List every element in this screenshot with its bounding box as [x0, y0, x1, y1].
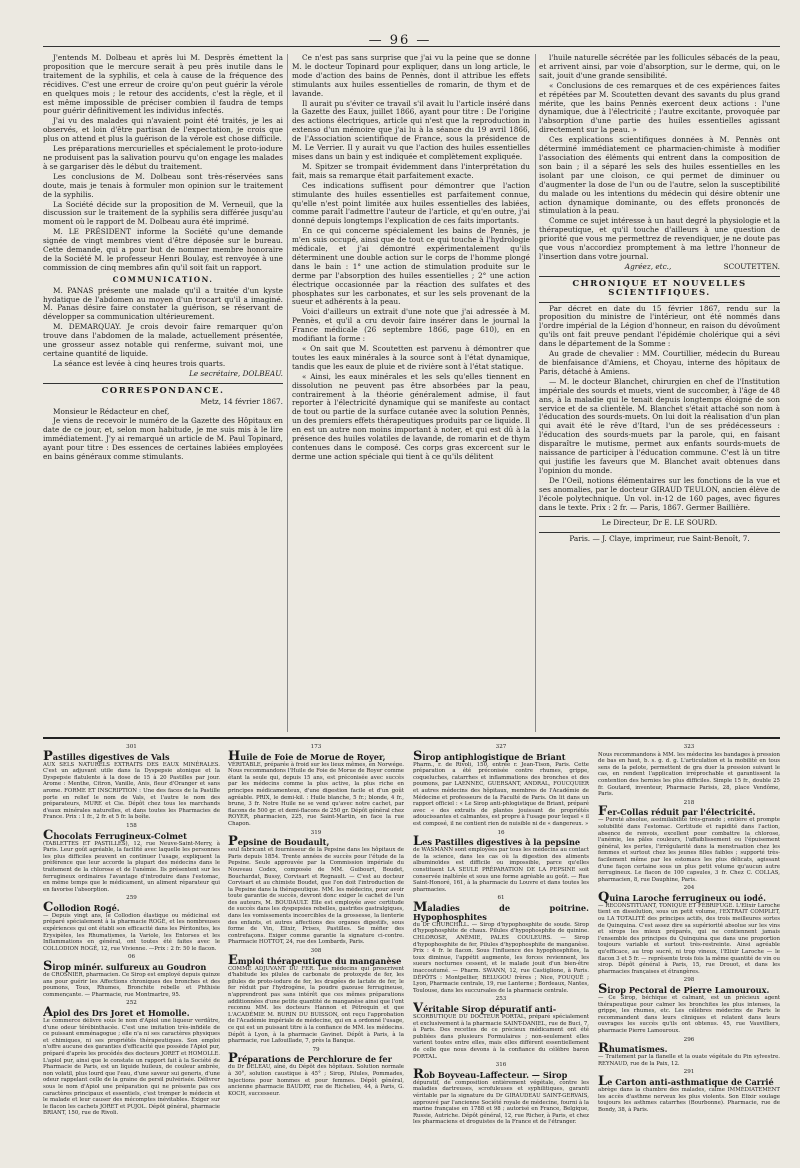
advertisement [413, 830, 589, 894]
printer-line: Paris. — J. Claye, imprimeur, rue Saint-Benoît, 7. [569, 534, 750, 544]
letter-closing [539, 263, 780, 272]
ad-title [413, 748, 589, 764]
paragraph: M. LE PRÉSIDENT informe la Société qu'une demande signée de vingt membres vient d'être déposée sur le bureau. Cette demande, qui a pour but de nommer membre honoraire de la Société M. le professeur Henri Boulay, est renvoyée à une commission de cinq membres afin qu'il soit fait un rapport. [43, 227, 283, 272]
ad-title [598, 804, 780, 820]
ad-title [43, 899, 220, 915]
ads-column-4 [598, 744, 780, 1164]
ads-column-2 [228, 744, 404, 1164]
advertisement [413, 744, 589, 828]
ad-title-text: réparations de Perchlorure de fer [237, 1054, 392, 1065]
ad-title [228, 748, 404, 764]
ads-column-1 [43, 744, 220, 1164]
advertisement [43, 1000, 220, 1117]
paragraph: M. DEMARQUAY. Je crois devoir faire remarquer qu'on trouve dans l'abdomen de la malade, actuellement présentée, une grosseur assez notable qui renferme, suivant moi, une certaine quantité de liquide. [43, 322, 283, 358]
advertisement [43, 744, 220, 821]
ad-title-text: uile de Foie de Morue de Royer, [240, 751, 386, 762]
paragraph: Je viens de recevoir le numéro de la Gazette des Hôpitaux en date de ce jour, et, selon mon habitude, je me suis mis à le lire immédiatement. J'y ai remarqué un article de M. Paul Topinard, ayant pour titre : Des essences de certaines labiées employées en bains généraux comme stimulants. [43, 416, 283, 462]
section-rule [43, 383, 283, 384]
paragraph: Ce n'est pas sans surprise que j'ai vu la peine que se donne M. le docteur Topinard pour expliquer, dans un long article, le mode d'action des bains de Pennès, dont il attribue les effets stimulants aux huiles essentielles de romarin, de thym et de lavande. [292, 54, 530, 98]
ad-title-initial: L [598, 1073, 608, 1089]
ad-title-initial: M [413, 899, 428, 915]
ad-body: — Depuis vingt ans, le Collodion élastique ou médicinal est préparé spécialement à la pharmacie ROGÉ, et les nombreuses expériences qui ont établi son efficacité dans les Péritonites, les Erysipèles, les Rhumatismes, la Variole, les Entorses et les Inflammations en général, ont toutes été faites avec le COLLODION ROGÉ, 12, rue Vivienne. —Prix : 2 fr. 50 le flacon. [43, 912, 220, 952]
ad-title-text: er-Collas réduit par l'électricité. [607, 807, 756, 818]
ad-title-initial: R [598, 1041, 609, 1057]
closing-formula: Agréez, etc., [624, 261, 672, 271]
section-rule [539, 532, 780, 533]
ads-divider [43, 737, 780, 739]
closing-signature: SCOUTETTEN. [723, 261, 780, 271]
ad-title-initial: P [43, 748, 53, 764]
paragraph: La Société décide sur la proposition de M. Verneuil, que la discussion sur le traitement de la syphilis sera différée jusqu'au moment où le rapport de M. Dolbeau aura été imprimé. [43, 199, 283, 227]
ad-number: 252 [126, 1000, 137, 1007]
director-line: Le Directeur, Dr E. LE SOURD. [601, 518, 718, 528]
paragraph: Ces explications scientifiques données à M. Pennès ont déterminé immédiatement ce pharmacien-chimiste à modifier l'association des éléments qui entrent dans la composition de son bain ; il a séparé les sels des huiles essentielles en les isolant par une cloison, ce qui permet de diminuer ou d'augmenter la dose de l'un ou de l'autre, selon la susceptibilité du malade ou les intentions du médecin qui désire obtenir une action dynamique dominante, ou des effets prononcés de stimulation à la peau. [539, 135, 780, 216]
advertisement [228, 744, 404, 828]
advertisement [228, 1047, 404, 1098]
paragraph: Il aurait pu s'éviter ce travail s'il avait lu l'article inséré dans la Gazette des Eaux, juillet 1866, ayant pour titre : De l'origine des actions électriques, article qui n'est que la reproduction in extenso d'un mémoire que j'ai lu à la séance du 19 avril 1866, de l'Association scientifique de France, sous la présidence de M. Le Verrier. Il y aurait vu que l'action des huiles essentielles mises dans un bain y est indiquée et complètement expliquée. [292, 98, 530, 161]
ad-title-text: aladies de poitrine. Hypophosphites [413, 902, 589, 922]
ad-title [598, 889, 780, 905]
advertisement [598, 977, 780, 1034]
ad-number: 316 [495, 1062, 507, 1069]
ad-title [43, 748, 220, 764]
ad-title [228, 1051, 404, 1067]
ad-title-initial: E [228, 952, 238, 968]
ad-number: 308 [310, 948, 322, 955]
ad-number: 327 [495, 744, 507, 750]
advertisement [228, 830, 404, 947]
advertisement [598, 1069, 780, 1113]
ad-title [43, 1005, 220, 1020]
article-column-2 [292, 54, 530, 734]
advertisement [413, 1062, 589, 1126]
letter-paragraphs [43, 417, 283, 462]
ad-title-text: irop minér. sulfureux au Goudron [52, 962, 207, 973]
ad-number: 319 [310, 829, 322, 836]
article-column-3 [539, 54, 780, 734]
paragraph: M. PANAS présente une malade qu'il a traitée d'un kyste hydatique de l'abdomen au moyen d'un trocart qu'il a imaginé. M. Panas désire faire constater la guérison, se réservant de développer sa communication ultérieurement. [43, 285, 283, 322]
ad-title-text: es Pastilles digestives à la pepsine [422, 837, 581, 848]
ad-body: — RECONSTITUANT, TONIQUE ET FÉBRIFUGE. L'Elixir Laroche tient en dissolution, sous un petit volume, l'EXTRAIT COMPLET, ou LA TOTALITÉ des principes actifs, des trois meilleures sortes de Quinquina. C'est assez dire sa supériorité absolue sur les vins et sirops les mieux préparés, qui ne contiennent jamais l'ensemble des principes du Quinquina que dans une proportion toujours variable et surtout très-restreinte. Ainsi agréable qu'efficace, au trop sucré, ni trop vineux, l'Elixir Laroche — le flacon 3 et 5 fr. — représente trois fois la même quantité de vin ou sirop. Dépôt général à Paris, 15, rue Drouot, et dans les pharmacies françaises et étrangères. [598, 902, 780, 975]
header-rule [43, 46, 780, 47]
advertisement [598, 885, 780, 975]
ad-body: Nous recommandons à MM. les médecins les bandages à pression de bas en haut, b. s. g. d. g. L'articulation et la mobilité en tous sens de la pelote, permettent de gra duer la pression suivant le cas, en rendent l'application irréprochable et garantissent la contention des hernies les plus difficiles. Simple 15 fr., double 25 fr. Goutard, inventeur, Pharmacie Parisis, 28, place Vendôme, Paris. [598, 751, 780, 798]
column-divider [535, 54, 536, 732]
ad-title [413, 834, 589, 850]
paragraph: « On sait que M. Scoutetten est parvenu à démontrer que toutes les eaux minérales à la source sont à l'état dynamique, tandis que les eaux de pluie et de rivière sont à l'état statique. [292, 344, 530, 371]
paragraph: J'entends M. Dolbeau et après lui M. Desprès émettent la proposition que le mercure serait à peu près inutile dans le traitement de la syphilis, et cela à cause de la fréquence des récidives. C'est une erreur de croire qu'on peut guérir la vérole en quelques mois ; le retour des accidents, c'est la règle, et il est même impossible de préciser combien il faudra de temps pour guérir définitivement les individus infectés. [43, 54, 283, 116]
ad-body: — Ce Sirop, béchique et calmant, est un précieux agent thérapeutique pour calmer les bronchites les plus intenses, la grippe, les rhumes, etc. Les célèbres médecins de Paris le recommandent dans leurs cliniques et relatent dans leurs ouvrages les succès qu'ils ont obtenus. 45, rue Vauvilliers, pharmacie Pierre Lamouroux. [598, 995, 780, 1034]
paragraph: — M. le docteur Blanchet, chirurgien en chef de l'Institution impériale des sourds et muets, vient de succomber, à l'âge de 48 ans, à la maladie qui le tenait depuis longtemps éloigné de son service et de sa clientèle. M. Blanchet s'était attaché son nom à l'éducation des sourds-muets. On lui doit la réalisation d'un plan qui avait été le rêve d'Itard, l'un de ses prédécesseurs : l'éducation des sourds-muets par la parole, qui, en faisant disparaître le mutisme, permet aux enfants sourds-muets de naissance de participer à l'éducation commune. C'est là un titre qui justifie les faveurs que M. Blanchet avait obtenues dans l'opinion du monde. [539, 376, 780, 475]
ad-title [413, 899, 589, 922]
letter-place-date: Metz, 14 février 1867. [200, 396, 283, 406]
paragraph: J'ai vu des malades qui n'avaient point été traités, je les ai observés, et loin d'être partisan de l'expectation, je crois que plus on attend et plus la guérison de la vérole est chose difficile. [43, 116, 283, 144]
ad-body: Le commerce délivre sous le nom d'Apiol une liqueur verdâtre, d'une odeur térébinthacée. C'est une imitation très-infidèle de ce puissant emménagogue ; elle n'a ni ses caractères physiques et chimiques, ni ses propriétés thérapeutiques. Son emploi n'offre aucune des garanties d'efficacité que possède l'Apiol pur, préparé d'après les procédés des docteurs JORET et HOMOLLE. L'apiol pur, ainsi que le constate un rapport fait à la Société de Pharmacie de Paris, est un liquide huileux, de couleur ambrée, non volatil, plus lourd que l'eau, d'une saveur sui generis, d'une odeur rappelant celle de la graine de persil pulvérisée. Délivrer sous le nom d'Apiol une préparation qui ne présente pas ces caractères principaux et essentiels, c'est tromper le médecin et le malade et leur causer des mécomptes inévitables. Exiger sur le flacon les cachets JORET et PUJOL. Dépôt général, pharmacie BRIANT, 150, rue de Rivoli. [43, 1018, 220, 1117]
ad-title-text: mploi thérapeutique du manganèse [237, 955, 402, 966]
ad-body: dépuratif, de composition entièrement végétale, contre les maladies dartreuses, scrofuleuses et syphilitiques, garanti véritable par la signature du Dr GIRAUDEAU SAINT-GERVAIS, approuvé par l'ancienne Société royale de médecine, fourni à la marine française en 1788 et 98 ; autorisé en France, Belgique, Russie, Autriche. Dépôt général, 12, rue Richer, à Paris, et chez les pharmaciens et droguistes de la France et de l'étranger. [413, 1079, 589, 1126]
ad-body: SCORBUTIQUE DU DOCTEUR PORTAL, préparé spécialement et exclusivement à la pharmacie SAINT-DANIEL, rue de Buci, 7, à Paris. Des recettes de ce précieux médicament ont été publiées dans plusieurs Formulaires ; non-seulement elles varient toutes entre elles, mais elles diffèrent essentiellement de celle que nous devons à la confiance du célèbre baron PORTAL. [413, 1014, 589, 1060]
paragraph: Les préparations mercurielles et spécialement le proto-iodure ne produisent pas la salivation pourvu qu'on engage les malades à se gargariser dès le début du traitement. [43, 144, 283, 171]
ad-title-text: uina Laroche ferrugineux ou iodé. [609, 892, 766, 903]
section-rule [539, 516, 780, 517]
article-paragraphs [43, 54, 283, 273]
advertisement [228, 948, 404, 1045]
paragraph: M. Spitzer se trompait évidemment dans l'interprétation du fait, mais sa remarque était parfaitement exacte. [292, 161, 530, 180]
paragraph: l'huile naturelle sécrétée par les follicules sébacés de la peau, et arrivent ainsi, par voie d'absorption, sur le derme, qui, on le sait, jouit d'une grande sensibilité. [539, 54, 780, 80]
ad-number: 298 [683, 977, 695, 984]
advertisement [43, 895, 220, 952]
page-number: — 96 — [368, 33, 432, 48]
ad-title [228, 834, 404, 850]
ad-title-text: hocolats Ferrugineux-Colmet [53, 830, 187, 841]
advertisement [413, 895, 589, 994]
ad-title-initial: L [413, 834, 423, 850]
ad-title-initial: S [43, 959, 53, 975]
ad-title [598, 982, 780, 997]
ad-title-initial: C [43, 899, 54, 915]
ad-title [43, 827, 220, 843]
ad-title-initial: F [598, 804, 608, 820]
ad-number: 218 [683, 799, 695, 806]
ad-title-text: epsine de Boudault, [237, 837, 330, 848]
ad-body: — Pureté absolue, assimilabilité très-grande ; entière et prompte solubilité dans l'estomac. Certitude et rapidité dans l'action, absence de renvois, excellent pour combattre la chlorose, l'anémie, les pâles couleurs, l'affaiblissement ou l'épuisement général, les pertes, l'irrégularité dans la menstruation chez les femmes et surtout chez les jeunes filles faibles ; supporté très-facilement même par les estomacs les plus délicats, agissant d'une façon certaine sous un plus petit volume qu'aucun autre ferrugineux. Le flacon de 100 capsules, 3 fr. Chez C. COLLAS, pharmacien, 8, rue Dauphine, Paris. [598, 817, 780, 883]
ad-title-initial: R [413, 1066, 424, 1082]
section-rule [539, 302, 780, 303]
ad-title-initial: S [598, 982, 608, 997]
letter-salutation: Monsieur le Rédacteur en chef, [53, 406, 170, 416]
paragraph: « Ainsi, les eaux minérales et les sels qu'elles tiennent en dissolution ne peuvent pas être absorbées par la peau, contrairement à la théorie généralement admise, il faut reporter à l'électricité dynamique qui se manifeste au contact de tout ou partie de la surface cutanée avec la solution Pennès, un des premiers effets thérapeutiques produits par ce liquide. Il en est un autre non moins important à noter, et qui est dû à la présence des huiles volatiles de lavande, de romarin et de thym contenues dans le composé. Ces corps gras excercent sur le derme une action spéciale qui tient à ce qu'ils délitent [292, 371, 530, 461]
article-column-1 [43, 54, 283, 734]
ad-number: 204 [683, 885, 695, 892]
correspondence-heading: CORRESPONDANCE. [101, 385, 225, 396]
ad-title-initial: C [43, 827, 54, 843]
ad-body: de CROSNIER, pharmacien. Ce Sirop est employé depuis quinze ans pour guérir les Affections chroniques des bronches et des poumons, Toux, Rhumes, Bronchite rebelle et Phthisie commençante. — Pharmacie, rue Montmartre, 95. [43, 972, 220, 998]
advertisement [413, 996, 589, 1060]
ad-title-initial: A [43, 1005, 54, 1020]
paragraph: Ces indications suffisent pour démontrer que l'action stimulante des huiles essentielles est parfaitement connue, qu'elle n'est point limitée aux huiles essentielles des labiées, comme paraît l'admettre l'auteur de l'article, et qu'en outre, j'ai donné depuis longtemps l'explication de ces faits importants. [292, 180, 530, 226]
ad-body: AUX SELS NATURELS EXTRAITS DES EAUX MINÉRALES. C'est un adjuvant utile dans la Dyspepsie atonique et la Dyspepsie flatulente à la dose de 15 à 20 Pastilles par jour. Arome : Menthe, Citron, Vanille, Anis, fleur d'Oranger et sans arome. FORME ET INSCRIPTION : Une des faces de la Pastille porte en relief le nom de Vals, et l'autre le nom des préparateurs, MURE et Cie. Dépôt chez tous les marchands d'eaux minérales naturelles, et dans toutes les Pharmacies de France. Prix : 1 fr., 2 fr. et 5 fr. la boîte. [43, 761, 220, 821]
ad-body: seul fabricant et fournisseur de la Pepsine dans les hôpitaux de Paris depuis 1854. Trente années de succès pour l'étude de la Pepsine. Seule approuvée par la Commission impériale du Nouveau Codex, composée de MM. Guibourt, Boudet, Bouchardat, Bussy, Corvisart et Regnault. — C'est au docteur Corvisart et au chimiste Boudet, que l'on doit l'introduction de la Pepsine dans la thérapeutique. MM. les médecins, pour avoir toute garantie de succès, devront donc exiger le cachet de l'un des auteurs, M. BOUDAULT. Elle est employée avec certitude de succès dans les dyspepsies rebelles, gastrites gastralgiques, dans les vomissements incoercibles de la grossesse, la lienterie des enfants, et autres affections des organes digestifs, sous forme de Vin, Elixir, Prises, Pastilles. Se méfier des contrefaçons. Exiger comme garantie la signature ci-contre. Pharmacie HOTTOT, 24, rue des Lombards, Paris. [228, 847, 404, 946]
paragraph: Par décret en date du 15 février 1867, rendu sur la proposition du ministre de l'intérieur, ont été nommés dans l'ordre impérial de la Légion d'honneur, en raison du dévoûment qu'ils ont fait preuve pendant l'épidémie cholérique qui a sévi dans le département de la Somme : [539, 303, 780, 349]
ad-title [413, 1001, 589, 1016]
column-divider [287, 54, 288, 732]
ad-number: 296 [683, 1036, 695, 1043]
ad-title-initial: H [228, 748, 241, 764]
ad-body: du Dr DELEAU, aîné, du Dépôt des hôpitaux. Solution normale à 30°, solution caustique à 45° ; Sirop, Pilules, Pommades, Injections pour hommes et pour femmes. Dépôt général, ancienne pharmacie BAUDRY, rue de Richelieu, 44, à Paris, G. KOCH, successeur. [228, 1064, 404, 1097]
secretary-signature: Le secrétaire, DOLBEAU. [189, 368, 283, 378]
ad-number: 06 [127, 954, 136, 961]
ad-number: 253 [495, 996, 507, 1003]
chronicle-heading: CHRONIQUE ET NOUVELLES SCIENTIFIQUES. [572, 278, 747, 298]
ad-number: 173 [310, 744, 322, 750]
paragraph: Comme ce sujet intéresse à un haut degré la physiologie et la thérapeutique, et qu'il touche d'ailleurs à une question de priorité que vous me permettrez de revendiquer, je ne doute pas que vous n'accordiez promptement à ma lettre l'honneur de l'insertion dans votre journal. [539, 216, 780, 261]
ad-title-initial: P [228, 834, 238, 850]
communication-heading: COMMUNICATION. [112, 274, 214, 284]
advertisement [598, 1037, 780, 1068]
ad-number: 79 [312, 1046, 320, 1053]
ad-title-text: piol des Drs Joret et Homolle. [53, 1008, 190, 1018]
ad-body: COMME ADJUVANT DU FER. Les médecins qui prescrivent d'habitude les pilules de carbonate de protoxyde de fer, les pilules de proto-iodure de fer, les dragées de lactate de fer, le fer réduit par l'hydrogène, la poudre gazeuse ferrugineuse, n'apprendront pas sans intérêt que ces mêmes préparations additionnées d'une petite quantité de manganèse ainsi que l'ont reconnu MM. les docteurs Hannon et Pétrequin et que L'ACADÉMIE M. BURIN DU BUISSON, ont reçu l'approbation de l'Académie impériale de médecine, qui en a ordonné l'usage, ce qui est un puissant titre à la confiance de MM. les médecins. Dépôt à Lyon, à la pharmacie Gavinet. Dépôt à Paris, à la pharmacie, rue Lafouillade, 7, près la Banque. [228, 965, 404, 1045]
ad-number: 61 [497, 895, 505, 902]
ad-title-text: irop antiphlogistique de Briant [422, 751, 566, 762]
article-paragraphs [292, 54, 530, 462]
ad-number: 291 [683, 1069, 695, 1076]
ad-number: 323 [683, 744, 695, 750]
paragraph: De l'Oeil, notions élémentaires sur les fonctions de la vue et ses anomalies, par le docteur GIRAUD TEULON, ancien élève de l'école polytechnique. Un vol. in-12 de 160 pages, avec figures dans le texte. Prix : 2 fr. — Paris, 1867. Germer Baillière. [539, 475, 780, 512]
advertisement [43, 823, 220, 893]
ad-title [43, 959, 220, 975]
paragraph: En ce qui concerne spécialement les bains de Pennès, je m'en suis occupé, ainsi que de tout ce qui touche à l'hydrologie médicale, et j'ai démontré expérimentalement qu'ils déterminent une double action sur le corps de l'homme plongé dans le bain : 1° une action de stimulation produite sur le derme par l'absorption des huiles essentielles ; 2° une action électrique occasionnée par la réaction des sulfates et des phosphates sur les carbonates, et sur les sels provenant de la sueur et adhérents à la peau. [292, 226, 530, 307]
ad-title [228, 952, 404, 968]
ad-title-text: irop Pectoral de Pierre Lamouroux. [607, 985, 770, 995]
ad-title [598, 1041, 780, 1057]
ad-title-text: astilles digestives de Vals [52, 751, 170, 762]
advertisement [598, 800, 780, 884]
article-paragraphs [539, 54, 780, 262]
ad-title-text: ob Boyveau-Laffecteur. — Sirop [423, 1069, 568, 1080]
ad-title [413, 1066, 589, 1082]
ad-body: — Traitement par la flanelle et la ouate végétale du Pin sylvestre. REYNAUD, rue de la Paix, 12. [598, 1054, 780, 1067]
section-rule [539, 276, 780, 277]
ad-title-initial: S [413, 748, 423, 764]
ad-title [598, 1073, 780, 1089]
ad-number: 16 [497, 829, 505, 836]
paragraph: « Conclusions de ces remarques et de ces expériences faites et répétées par M. Scoutetten devant des savants du plus grand mérite, que les bains Pennès exercent deux actions : l'une dynamique, due à l'électricité ; l'autre excitante, provoquée par l'absorption d'une partie des huiles essentielles agissant directement sur la peau. » [539, 80, 780, 135]
ad-body: (TABLETTES ET PASTILLES), 12, rue Neuve-Saint-Merry, à Paris. Leur goût agréable, la facilité avec laquelle les personnes les plus difficiles peuvent en continuer l'usage, expliquent la préférence que leur accorde la plupart des médecins dans le traitement de la chlorose et de l'anémie. Ils présentent sur les ferrugineux ordinaires l'avantage d'introduire dans l'estomac, en même temps que le médicament, un aliment réparateur qui en favorise l'absorption. [43, 840, 220, 893]
ad-title-initial: P [228, 1051, 238, 1067]
paragraph: La séance est levée à cinq heures trois quarts. [53, 358, 226, 368]
ad-title-text: humatismes. [608, 1044, 668, 1055]
ad-title-text: e Carton anti-asthmatique de Carrié [607, 1076, 774, 1087]
ad-title-initial: Q [598, 889, 610, 905]
ads-column-3 [413, 744, 589, 1164]
advertisement [598, 744, 780, 798]
communication-paragraphs [43, 287, 283, 369]
ad-body: du Dr CHURCHILL. — Sirop d'hypophosphite de soude. Sirop d'hypophosphite de chaux. Pilules d'hypophosphite de quinine. CHLOROSE, ANÉMIE, PALES COULEURS. — Sirop d'hypophosphite de fer, Pilules d'hypophosphite de manganèse. Prix : 4 fr. le flacon. Sous l'influence des hypophosphites, la toux diminue, l'appétit augmente, les forces reviennent, les sueurs nocturnes cessent, et le malade jouit d'un bien-être inaccoutumé. — Pharm. SWANN, 12, rue Castiglione, à Paris. DÉPÔTS : Montpellier, BELUGOU frères ; Nice, FOUQUÉ ; Lyon, Pharmacie centrale, 19, rue Lanterne ; Bordeaux, Nantes, Toulouse, dans les succursales de la pharmacie centrale. [413, 921, 589, 994]
ad-body: Pharm., r. de Rivoli, 150, entrée r. Jean-Tison, Paris. Cette préparation a été préconisée contre rhumes, grippe, coqueluches, catarrhes et inflammations des bronches et des poumons, par LAENNEC, GUERSANT, ANDRAL, FOUCQUIER et autres médecins des hôpitaux, membres de l'Académie de Médecine et professeurs de la Faculté de Paris. On lit dans un rapport officiel : « Le Sirop anti-phlogistique de Briant, préparé avec « des extraits de plantes jouissant de propriétés adoucissantes et calmantes, est propre à l'usage pour lequel « il est composé, il ne contient rien de nuisible ni de « dangereux. » [413, 761, 589, 827]
ad-number: 259 [126, 895, 137, 902]
ad-body: abrège dans la chambre des malades, calme IMMÉDIATEMENT les accès d'asthme nerveux les plus violents. Son Elixir soulage toujours les asthmes catarrhes (Bourbonne). Pharmacie, rue de Bondy, 38, à Paris. [598, 1086, 780, 1113]
ad-title-text: éritable Sirop dépuratif anti- [423, 1004, 557, 1014]
paragraph: Voici d'ailleurs un extrait d'une note que j'ai adressée à M. Pennès, et qu'il a cru devoir faire insérer dans le journal la France médicale (26 septembre 1866, page 610), en en modifiant la forme : [292, 307, 530, 344]
chronicle-paragraphs [539, 305, 780, 513]
paragraph: Les conclusions de M. Dolbeau sont très-réservées sans doute, mais je tenais à formuler mon opinion sur le traitement de la syphilis. [43, 171, 283, 199]
ad-title-text: ollodion Rogé. [53, 902, 120, 913]
ad-number: 158 [126, 822, 137, 829]
ad-number: 301 [126, 744, 137, 750]
paragraph: Au grade de chevalier : MM. Courtillier, médecin du Bureau de bienfaisance d'Amiens, et Choyau, interne des hôpitaux de Paris, détaché à Amiens. [539, 349, 780, 376]
ad-title-initial: V [413, 1001, 424, 1016]
advertisement [43, 954, 220, 998]
ad-body: de WASMANN sont employées par tous les médecins au contact de la science, dans les cas où la digestion des aliments albuminoïdes est difficile ou impossible, parce qu'elles constituent LA SEULE PRÉPARATION DE LA PEPSINE soit conservée inaltérée et sous une forme agréable au goût. — Rue Saint-Honoré, 161, à la pharmacie du Louvre et dans toutes les pharmacies. [413, 847, 589, 893]
ad-body: VÉRITABLE, préparée à froid sur les lieux mêmes, en Norwége. Nous recommandons l'Huile de Foie de Morue de Royer comme étant la seule qui, depuis 15 ans, est préconisée avec succès par les médecins comme la plus active, la plus riche en principes médicamenteux, d'une digestion facile et d'un goût agréable. PRIX, le demi-kil. : Huile blanche, 5 fr.; blonde, 4 fr., brune, 3 fr. Notre Huile ne se vend qu'avec notre cachet, par flacons de 500 gr. et demi-flacons de 250 gr. Dépôt général chez ROYER, pharmacien, 225, rue Saint-Martin, en face la rue Chapon. [228, 761, 404, 827]
